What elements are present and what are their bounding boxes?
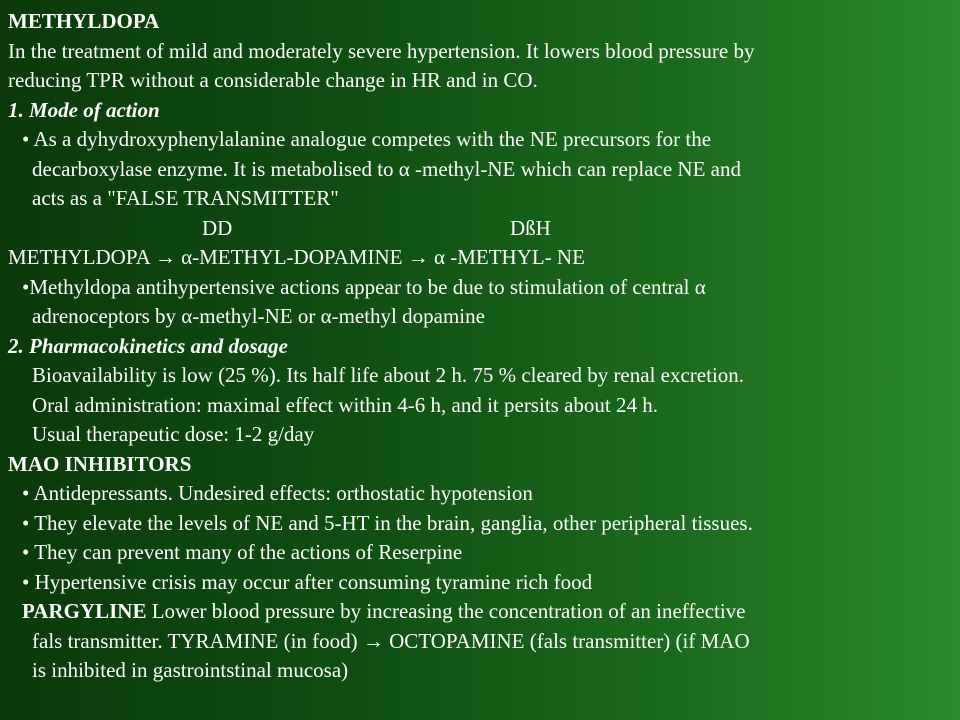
pargyline-line-2: fals transmitter. TYRAMINE (in food) → OCTOPAMINE (fals transmitter) (if MAO [32, 628, 750, 653]
pk-line-3: Usual therapeutic dose: 1-2 g/day [32, 422, 315, 446]
mode-bullet-line-2: decarboxylase enzyme. It is metabolised to α -methyl-NE which can replace NE and [32, 156, 741, 181]
mode-bullet-line-3: acts as a "FALSE TRANSMITTER" [32, 186, 339, 210]
pargyline-line-1 [8, 597, 958, 627]
action-bullet-line-1: •Methyldopa antihypertensive actions appear to be due to stimulation of central α [22, 274, 706, 299]
pargyline-text: Lower blood pressure by increasing the concentration of an ineffective [146, 599, 746, 623]
enzyme-label-dd: DD [202, 215, 233, 240]
pk-line-2: Oral administration: maximal effect within 4-6 h, and it persits about 24 h. [32, 392, 658, 417]
mode-bullet-line-1: • As a dyhydroxyphenylalanine analogue competes with the NE precursors for the [22, 127, 712, 151]
pargyline-label: PARGYLINE [22, 599, 147, 623]
metabolic-pathway: METHYLDOPA → α-METHYL-DOPAMINE → α -METHYL- NE [8, 245, 585, 269]
mao-bullet-4: • Hypertensive crisis may occur after consuming tyramine rich food [22, 569, 593, 594]
slide-content [8, 7, 958, 686]
methyldopa-title: METHYLDOPA [8, 9, 160, 33]
mao-bullet-2: • They elevate the levels of NE and 5-HT in the brain, ganglia, other peripheral tissues. [22, 510, 753, 535]
pargyline-line-3: is inhibited in gastrointstinal mucosa) [32, 658, 349, 682]
intro-line-2: reducing TPR without a considerable change in HR and in CO. [8, 68, 538, 92]
intro-line-1: In the treatment of mild and moderately severe hypertension. It lowers blood pressure by [8, 38, 755, 63]
pharmacokinetics-heading: 2. Pharmacokinetics and dosage [8, 333, 289, 358]
mao-title: MAO INHIBITORS [8, 451, 192, 476]
enzyme-labels-row [8, 214, 958, 244]
mao-bullet-1: • Antidepressants. Undesired effects: orthostatic hypotension [22, 481, 533, 505]
mao-bullet-3: • They can prevent many of the actions of Reserpine [22, 540, 463, 564]
action-bullet-line-2: adrenoceptors by α-methyl-NE or α-methyl dopamine [32, 304, 485, 328]
mode-of-action-heading: 1. Mode of action [8, 97, 160, 122]
pk-line-1: Bioavailability is low (25 %). Its half life about 2 h. 75 % cleared by renal excretion. [32, 363, 745, 387]
enzyme-label-dbh: DßH [510, 215, 551, 240]
